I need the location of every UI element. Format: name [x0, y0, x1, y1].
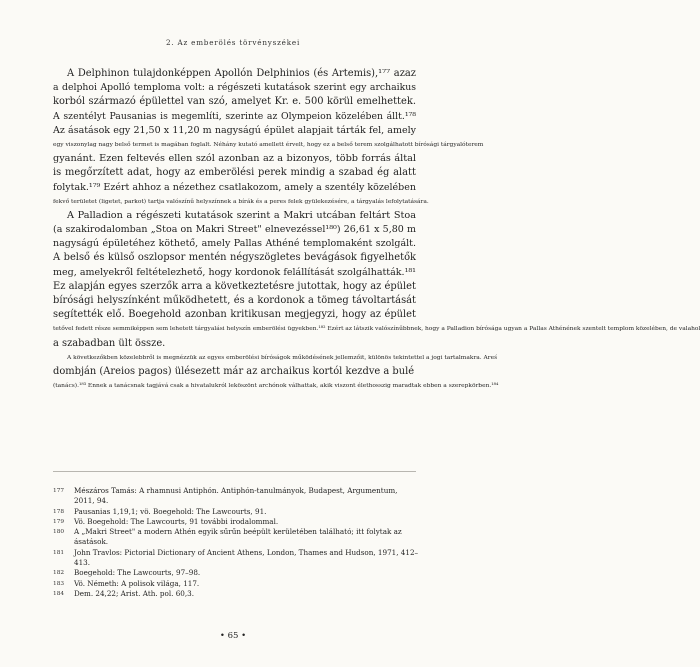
footnote-text: 2011, 94. — [74, 496, 109, 506]
footnote-text: John Travlos: Pictorial Dictionary of Ancient Athens, London, Thames and Hudson, 1971, 412– — [74, 547, 419, 557]
text-line: (tanács).¹⁸³ Ennek a tanácsnak tagjává csak a hivatalukról leköszönt archónok válhattak, akik viszont élethosszig maradtak ebben a szerepkörben.¹⁸⁴ — [53, 383, 499, 390]
text-line: folytak.¹⁷⁹ Ezért ahhoz a nézethez csatlakozom, amely a szentély közelében — [53, 181, 416, 193]
footnote-separator — [53, 471, 416, 472]
footnote-text: Boegehold: The Lawcourts, 97–98. — [74, 568, 201, 578]
footnote — [53, 547, 419, 569]
footnote-text: Mészáros Tamás: A rhamnusi Antiphón. Antiphón-tanulmányok, Budapest, Argumentum, — [74, 486, 398, 495]
footnote — [53, 527, 416, 548]
footnote — [53, 568, 416, 578]
text-line: bírósági helyszínként működhetett, és a kordonok a tömeg távoltartását — [53, 295, 416, 306]
footnote-number: 183 — [53, 580, 65, 587]
page-number: • 65 • — [219, 631, 247, 641]
footnote-number: 179 — [53, 518, 65, 525]
text-line: egy viszonylag nagy belső termet is magában foglalt. Néhány kutató amellett érvelt, hogy ez a belső terem szolgálhatott bírósági tárgyalóterem — [53, 141, 484, 148]
text-line: korból származó épülettel van szó, amelyet Kr. e. 500 körül emelhettek. — [53, 96, 416, 108]
footnote-number: 178 — [53, 508, 65, 515]
footnote-text: Vö. Boegehold: The Lawcourts, 91 további irodalommal. — [74, 516, 279, 526]
running-head: 2. Az emberölés törvényszékei — [165, 38, 301, 47]
footnote-text: Dem. 24,22; Arist. Ath. pol. 60,3. — [74, 588, 194, 598]
text-line: a szabadban ült össze. — [53, 337, 166, 349]
footnote — [53, 579, 416, 589]
footnote — [53, 589, 416, 599]
footnote — [53, 517, 416, 527]
text-line: A Palladion a régészeti kutatások szerint a Makri utcában feltárt Stoa — [67, 209, 416, 221]
footnote-number: 182 — [53, 570, 65, 577]
text-line: gyanánt. Ezen feltevés ellen szól azonban az a bizonyos, több forrás által — [53, 153, 416, 165]
text-line: A szentélyt Pausanias is megemlíti, szerinte az Olympeion közelében állt.¹⁷⁸ — [53, 110, 416, 122]
text-line: Az ásatások egy 21,50 x 11,20 m nagyságú épület alapjait tárták fel, amely — [53, 124, 416, 136]
main-text — [53, 67, 700, 393]
footnote-number: 177 — [53, 488, 65, 494]
footnote-number: 180 — [53, 529, 65, 536]
text-line: fekvő területet (ligetet, parkot) tartja valószínű helyszínnek a bírák és a peres felek gyülekezésére, a tárgyalás lefolytatására. — [53, 198, 429, 205]
text-line: A belső és külső oszlopsor mentén négyszögletes bevágások figyelhetők — [53, 252, 416, 264]
text-line: Ez alapján egyes szerzők arra a következtetésre jutottak, hogy az épület — [53, 280, 416, 292]
footnote-text: A „Makri Street" a modern Athén egyik sűrűn beépült kerületében található; itt folytak az — [74, 527, 402, 537]
text-line: tetővel fedett része semmiképpen sem lehetett tárgyalási helyszín emberölési ügyekben.¹⁸² Ezért az látszik valószínűbbnek, hogy a Palladion bírósága ugyan a Pallas Athénének szentelt templom közelében, de valahol — [53, 326, 700, 333]
text-line: A következőkben közelebbről is megnézzük az egyes emberölési bíróságok működésének jellemzőit, különös tekintettel a jogi tartalmakra. Areś — [67, 354, 498, 361]
text-line: dombján (Areios pagos) ülésezett már az archaikus kortól kezdve a bulé — [53, 365, 415, 377]
text-line: (a szakirodalomban „Stoa on Makri Street" elnevezéssel¹⁸⁰) 26,61 x 5,80 m — [53, 224, 416, 236]
footnote-text: Vö. Németh: A polisok világa, 117. — [74, 578, 200, 588]
footnote-text: Pausanias 1,19,1; vö. Boegehold: The Lawcourts, 91. — [74, 506, 267, 516]
footnote-number: 184 — [53, 590, 65, 597]
text-line: nagyságú épületéhez köthető, amely Pallas Athéné templomaként szolgált. — [53, 238, 416, 250]
text-line: segítették elő. Boegehold azonban kritikusan megjegyzi, hogy az épület — [53, 309, 416, 321]
footnote-number: 181 — [53, 549, 65, 556]
text-line: a delphoi Apolló temploma volt: a régészeti kutatások szerint egy archaikus — [53, 82, 416, 94]
text-line: meg, amelyekről feltételezhető, hogy kordonok felállítását szolgálhatták.¹⁸¹ — [53, 266, 416, 278]
text-line: A Delphinon tulajdonképpen Apollón Delphinios (és Artemis),¹⁷⁷ azaz — [67, 68, 416, 79]
text-line: is megőrzített adat, hogy az emberölési perek mindig a szabad ég alatt — [53, 167, 416, 179]
footnote-text: ásatások. — [74, 537, 109, 547]
footnote — [53, 486, 416, 507]
footnote-text: 413. — [74, 558, 91, 568]
footnotes — [53, 486, 419, 599]
footnote — [53, 507, 416, 517]
